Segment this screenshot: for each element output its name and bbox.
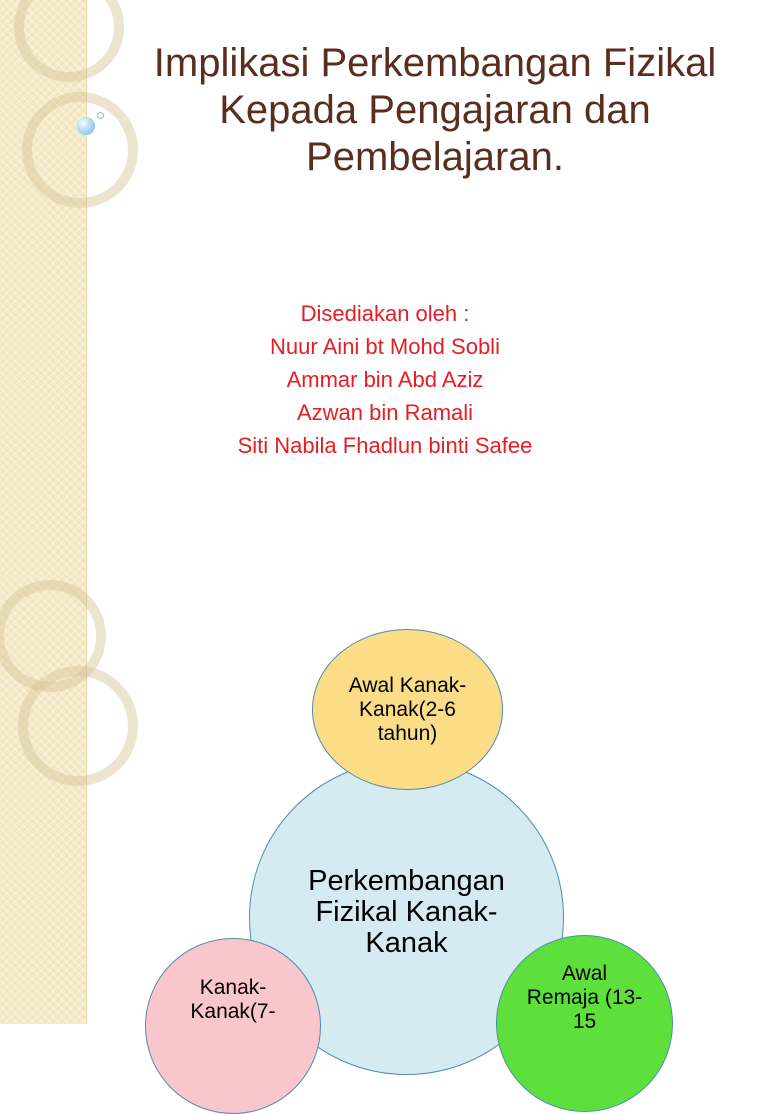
- credit-name: Siti Nabila Fhadlun binti Safee: [237, 433, 533, 458]
- top-circle-label: Awal Kanak-Kanak(2-6 tahun): [348, 673, 467, 745]
- center-circle-label: Perkembangan Fizikal Kanak-Kanak: [308, 865, 505, 959]
- left-circle-label: Kanak-Kanak(7-: [190, 976, 276, 1023]
- credit-name: Nuur Aini bt Mohd Sobli: [270, 334, 500, 359]
- decorative-ring-icon: [18, 666, 138, 786]
- credit-name: Ammar bin Abd Aziz: [286, 367, 484, 392]
- decorative-side-strip: [0, 0, 87, 576]
- credits-block: [110, 297, 660, 462]
- title-line: Pembelajaran.: [306, 135, 564, 179]
- title-line: Kepada Pengajaran dan: [219, 88, 651, 132]
- top-circle: [312, 629, 503, 790]
- slide-title: [110, 40, 760, 181]
- right-circle-label: Awal Remaja (13-15: [526, 962, 643, 1033]
- left-circle: [145, 938, 321, 1114]
- decorative-bubble-icon: [77, 117, 95, 135]
- title-line: Implikasi Perkembangan Fizikal: [153, 41, 717, 85]
- credits-heading: Disediakan oleh :: [300, 301, 470, 326]
- credit-name: Azwan bin Ramali: [296, 400, 474, 425]
- decorative-dot-icon: [97, 112, 104, 119]
